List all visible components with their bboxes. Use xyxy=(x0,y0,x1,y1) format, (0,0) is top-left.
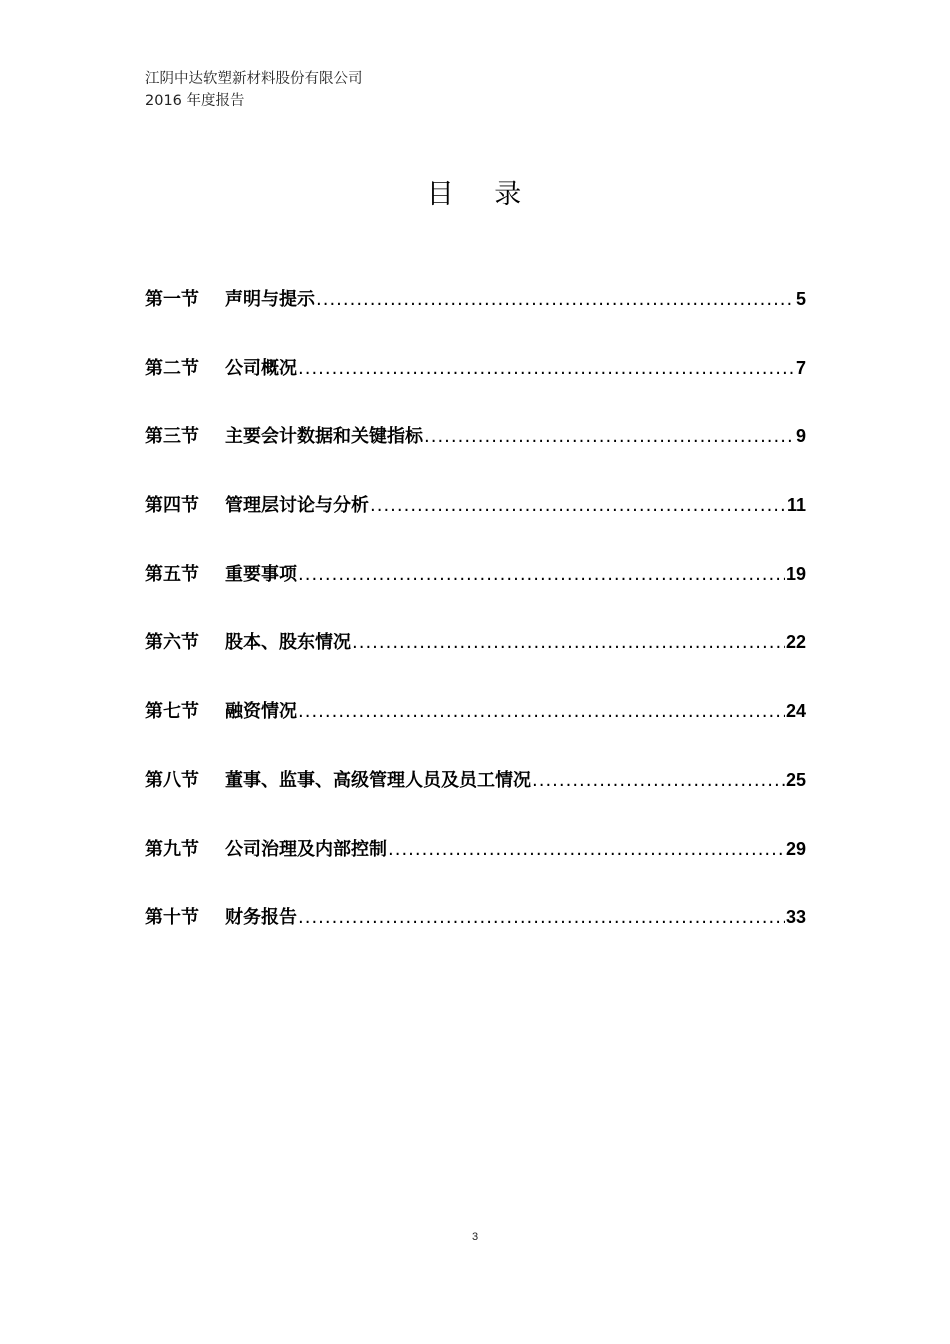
toc-dot-leader xyxy=(298,564,785,585)
toc-section-title: 融资情况 xyxy=(225,701,297,723)
toc-page-number: 9 xyxy=(795,426,806,447)
toc-section-title: 主要会计数据和关键指标 xyxy=(225,426,423,448)
toc-entry[interactable] xyxy=(145,491,806,560)
toc-dot-leader xyxy=(298,907,785,928)
toc-section-title: 重要事项 xyxy=(225,563,297,585)
toc-section-number: 第一节 xyxy=(145,289,199,310)
toc-section-title: 股本、股东情况 xyxy=(225,632,351,654)
toc-section-title: 公司概况 xyxy=(225,357,297,379)
toc-section-number: 第九节 xyxy=(145,838,199,860)
toc-section-title: 公司治理及内部控制 xyxy=(225,838,387,860)
toc-entry[interactable] xyxy=(145,560,806,629)
toc-section-number: 第八节 xyxy=(145,769,199,791)
toc-dot-leader xyxy=(316,289,795,310)
toc-section-number: 第七节 xyxy=(145,701,199,723)
toc-section-number: 第五节 xyxy=(145,563,199,585)
toc-page-number: 5 xyxy=(795,289,806,309)
table-of-contents xyxy=(145,285,806,972)
toc-dot-leader xyxy=(298,701,785,722)
toc-page-number: 24 xyxy=(785,701,806,722)
toc-entry[interactable] xyxy=(145,285,806,354)
page-header xyxy=(145,68,363,112)
toc-section-title: 声明与提示 xyxy=(225,289,315,310)
toc-dot-leader xyxy=(388,839,785,860)
toc-dot-leader xyxy=(424,426,795,447)
toc-section-number: 第四节 xyxy=(145,495,199,517)
toc-dot-leader xyxy=(370,495,786,516)
toc-entry[interactable] xyxy=(145,766,806,835)
toc-page-number: 33 xyxy=(785,907,806,928)
toc-section-number: 第三节 xyxy=(145,426,199,448)
toc-page-number: 29 xyxy=(785,838,806,859)
toc-section-title: 董事、监事、高级管理人员及员工情况 xyxy=(225,769,531,791)
toc-entry[interactable] xyxy=(145,697,806,766)
toc-entry[interactable] xyxy=(145,422,806,491)
toc-page-number: 7 xyxy=(795,357,806,378)
toc-entry[interactable] xyxy=(145,835,806,904)
toc-dot-leader xyxy=(352,632,785,653)
toc-dot-leader xyxy=(532,770,785,791)
toc-dot-leader xyxy=(298,358,795,379)
toc-entry[interactable] xyxy=(145,903,806,972)
report-title: 2016 年度报告 xyxy=(145,93,245,109)
toc-page-number: 11 xyxy=(786,495,806,516)
toc-section-number: 第十节 xyxy=(145,907,199,929)
toc-heading: 目 录 xyxy=(426,179,538,210)
toc-section-title: 财务报告 xyxy=(225,907,297,929)
toc-section-number: 第六节 xyxy=(145,632,199,654)
toc-section-title: 管理层讨论与分析 xyxy=(225,495,369,517)
toc-section-number: 第二节 xyxy=(145,357,199,379)
toc-page-number: 22 xyxy=(785,632,806,653)
toc-page-number: 19 xyxy=(785,563,806,584)
toc-entry[interactable] xyxy=(145,628,806,697)
company-name: 江阴中达软塑新材料股份有限公司 xyxy=(145,71,363,87)
page-footer-number: 3 xyxy=(471,1231,479,1243)
toc-entry[interactable] xyxy=(145,354,806,423)
toc-page-number: 25 xyxy=(785,769,806,790)
